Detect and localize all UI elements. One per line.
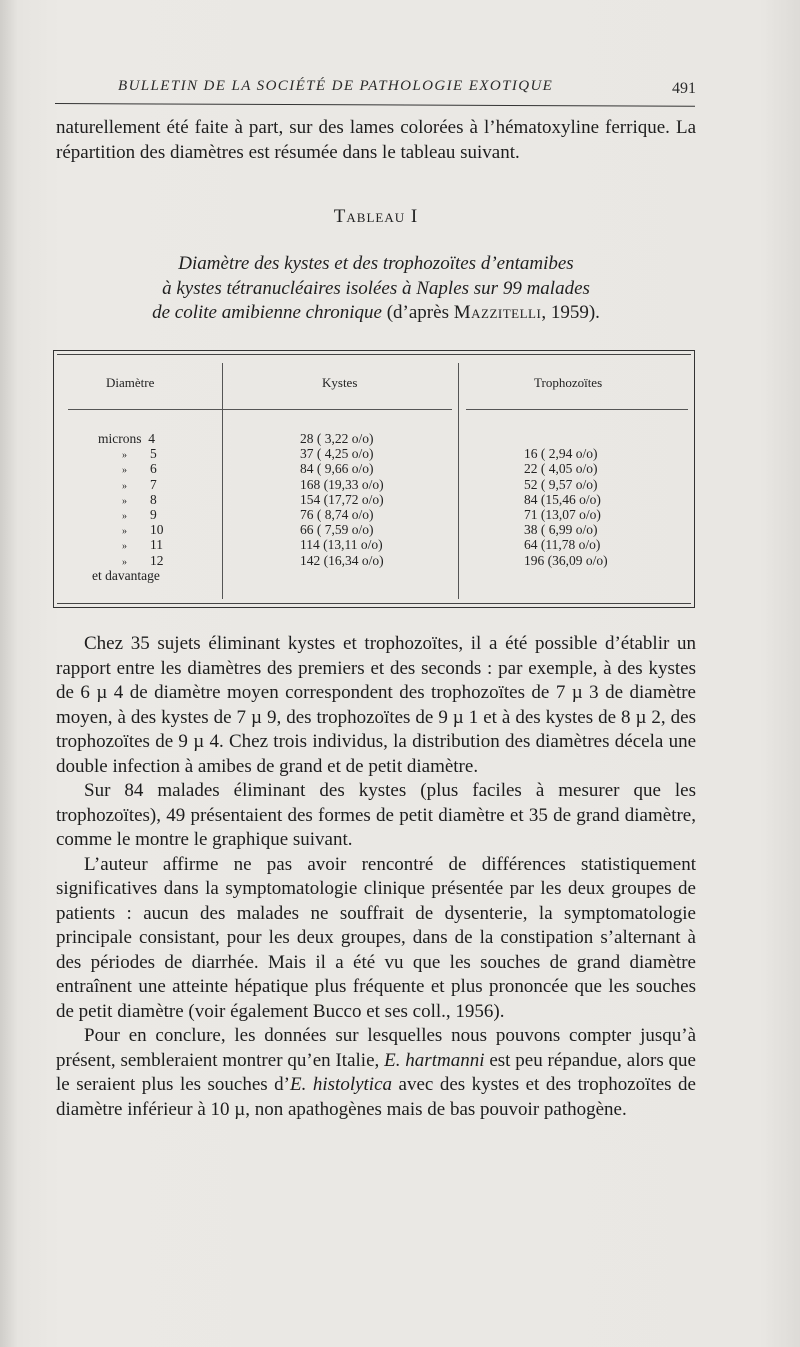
diametre-value: 6 [150,461,157,477]
kystes-cell: 168 (19,33 o/o) [300,476,384,492]
last-row-label: et davantage [92,567,160,583]
diametre-prefix: microns [98,431,142,446]
species-hartmanni: E. hartmanni [384,1049,485,1071]
diametre-value: 4 [141,431,155,446]
caption-italic: de colite amibienne chronique [152,302,382,323]
trophozoites-cell: 52 ( 9,57 o/o) [524,476,598,492]
trophozoites-cell: 84 (15,46 o/o) [524,491,601,507]
header-rule-col2 [230,409,452,410]
diametre-value: 12 [150,552,164,568]
diametre-prefix: » [122,465,127,477]
intro-paragraph: naturellement été faite à part, sur des lames colorées à l’hématoxyline ferrique. La répartition des diamètres est résumée dans le tableau suivant. [56,117,696,163]
table-caption [56,252,696,326]
caption-line-1: Diamètre des kystes et des trophozoïtes d’entamibes [178,253,574,274]
kystes-cell: 84 ( 9,66 o/o) [300,461,374,477]
diametre-prefix: » [122,541,127,553]
diametre-value: 10 [150,522,164,538]
table-title: Tableau I [333,206,419,227]
kystes-cell: 142 (16,34 o/o) [300,552,384,568]
intro-text [56,116,696,165]
p4-part-a: Pour en conclure, les données sur lesquelles nous pouvons compter jusqu’à présent, sembleraient montrer qu’en Italie, [56,1025,696,1071]
kystes-cell: 37 ( 4,25 o/o) [300,446,374,462]
caption-year: , 1959). [541,302,600,323]
kystes-cell: 114 (13,11 o/o) [300,537,383,553]
trophozoites-cell: 22 ( 4,05 o/o) [524,461,598,477]
caption-line-2: à kystes tétranucléaires isolées à Naples sur 99 malades [162,277,590,299]
column-header-trophozoites: Trophozoïtes [534,375,603,390]
paragraph-4 [56,1024,696,1122]
paragraph-3: L’auteur affirme ne pas avoir rencontré de différences statistiquement significatives dans la symptomatologie clinique présentée par les deux groupes de patients : aucun des malades ne souffrait de dysenterie, la symptomatologie principale consistant, pour les deux groupes, dans de la constipation s’alternant à des périodes de diarrhée. Mais il a été vu que les souches de grand diamètre entraînent une atteinte hépatique plus fréquente et plus prononcée que les souches de petit diamètre (voir également Bucco et ses coll., 1956). [56,853,696,1022]
trophozoites-cell: 64 (11,78 o/o) [524,537,601,553]
caption-line-3 [56,301,696,326]
kystes-cell: 154 (17,72 o/o) [300,491,384,507]
kystes-cell: 28 ( 3,22 o/o) [300,431,374,446]
p4-part-b: est peu répandue, alors que le seraient plus les souches d’ [56,1049,696,1095]
p4-part-c: avec des kystes et des trophozoïtes de diamètre inférieur à 10 µ, non apathogènes mais de bas pouvoir pathogène. [56,1074,696,1120]
paragraph-1: Chez 35 sujets éliminant kystes et trophozoïtes, il a été possible d’établir un rapport entre les diamètres des premiers et des seconds : par exemple, à des kystes de 6 µ 4 de diamètre moyen correspondent des trophozoïtes de 7 µ 3 de diamètre moyen, à des kystes de 7 µ 9, des trophozoïtes de 9 µ 1 et à des kystes de 8 µ 2, des trophozoïtes de 9 µ 4. Chez trois individus, la distribution des diamètres décela une double infection à amibes de grand et de petit diamètre. [56,633,696,777]
diametre-value: 8 [150,491,157,507]
diametre-value: 11 [150,537,163,553]
paragraph-2: Sur 84 malades éliminant des kystes (plus faciles à mesurer que les trophozoïtes), 49 présentaient des formes de petit diamètre et 35 de grand diamètre, comme le montre le graphique suivant. [56,780,696,850]
trophozoites-cell: 16 ( 2,94 o/o) [524,446,598,462]
column-header-diametre: Diamètre [106,375,155,390]
diametre-value: 5 [150,446,157,462]
data-table [53,350,695,608]
diametre-prefix: » [122,495,127,507]
header-rule [55,103,695,107]
diametre-prefix: » [122,480,127,492]
diametre-value: 9 [150,507,157,522]
trophozoites-cell: 71 (13,07 o/o) [524,507,601,522]
diametre-prefix: » [122,511,127,522]
page-number: 491 [672,80,696,97]
diametre-value: 7 [150,476,157,492]
caption-rest: (d’après [381,302,454,323]
kystes-cell: 76 ( 8,74 o/o) [300,507,374,522]
column-divider-2 [458,363,459,599]
diametre-prefix: » [122,556,127,568]
kystes-cell: 66 ( 7,59 o/o) [300,522,374,538]
trophozoites-cell: 38 ( 6,99 o/o) [524,522,598,538]
column-header-kystes: Kystes [322,375,358,390]
diametre-prefix: » [122,450,127,462]
diametre-cell [98,431,155,446]
running-header: BULLETIN DE LA SOCIÉTÉ DE PATHOLOGIE EXOTIQUE [118,78,554,94]
caption-author: Mazzitelli [453,302,542,323]
body-text [56,632,696,1122]
trophozoites-cell: 196 (36,09 o/o) [524,552,608,568]
diametre-prefix: » [122,526,127,538]
column-divider-1 [222,363,223,599]
species-histolytica: E. histolytica [290,1074,393,1095]
header-rule-col1 [68,409,238,410]
header-rule-col3 [466,409,688,410]
